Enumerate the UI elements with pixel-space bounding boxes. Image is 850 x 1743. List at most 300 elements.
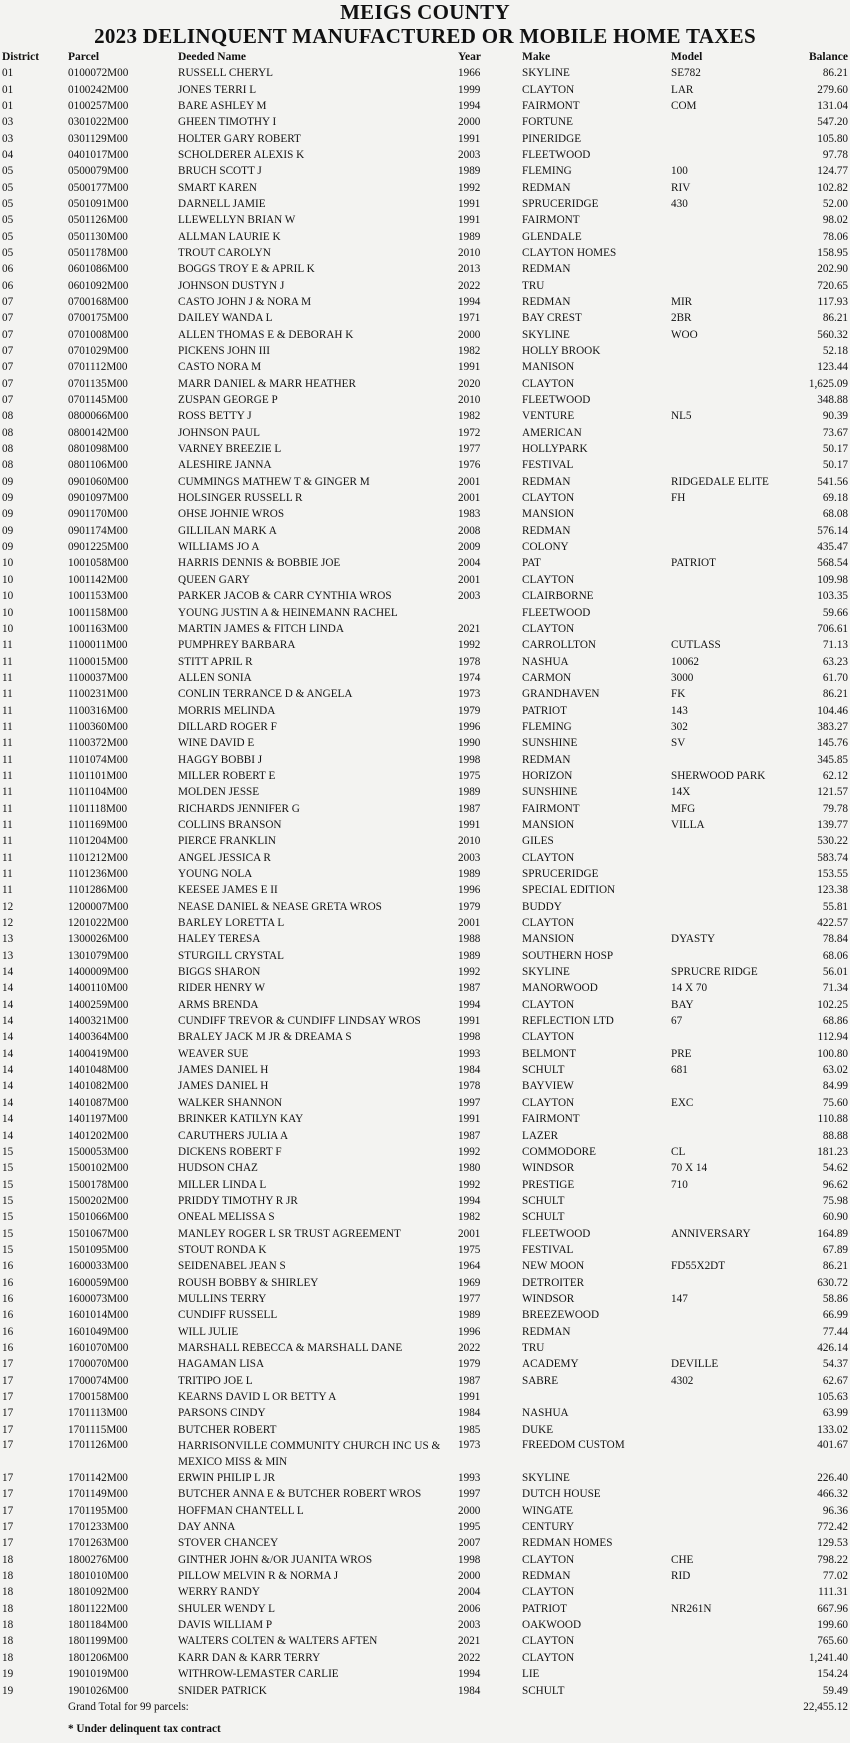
cell-balance: 121.57 — [817, 786, 848, 799]
cell-balance: 568.54 — [817, 557, 848, 570]
cell-deeded-name: NEASE DANIEL & NEASE GRETA WROS — [178, 900, 382, 913]
cell-balance: 129.53 — [817, 1537, 848, 1550]
table-row — [2, 637, 848, 653]
table-row — [2, 1225, 848, 1241]
cell-district: 08 — [2, 459, 14, 472]
cell-parcel: 1101118M00 — [68, 802, 128, 815]
cell-model: VILLA — [671, 818, 705, 831]
cell-model: COM — [671, 99, 697, 112]
cell-make: CLAYTON — [522, 573, 575, 586]
cell-deeded-name: BUTCHER ANNA E & BUTCHER ROBERT WROS — [178, 1488, 422, 1501]
cell-make: REDMAN HOMES — [522, 1537, 613, 1550]
cell-balance: 63.02 — [822, 1064, 848, 1077]
cell-year: 1982 — [458, 1211, 481, 1224]
cell-year: 2010 — [458, 246, 481, 259]
cell-parcel: 0901060M00 — [68, 475, 129, 488]
cell-district: 09 — [2, 524, 14, 537]
cell-deeded-name: HAGGY BOBBI J — [178, 753, 263, 766]
cell-balance: 583.74 — [817, 851, 848, 864]
cell-district: 17 — [2, 1438, 14, 1451]
cell-year: 1989 — [458, 949, 481, 962]
cell-model — [671, 457, 773, 473]
cell-parcel: 0601092M00 — [68, 279, 129, 292]
cell-model — [671, 1633, 773, 1649]
cell-year: 2022 — [458, 279, 481, 292]
cell-parcel: 1400009M00 — [68, 966, 129, 979]
table-row — [2, 212, 848, 228]
cell-parcel: 1700158M00 — [68, 1391, 129, 1404]
cell-district: 12 — [2, 900, 14, 913]
cell-district: 16 — [2, 1276, 14, 1289]
cell-deeded-name: YOUNG NOLA — [178, 868, 253, 881]
cell-year: 1994 — [458, 998, 481, 1011]
cell-balance: 90.39 — [822, 410, 848, 423]
cell-model: 14X — [671, 786, 691, 799]
cell-model — [671, 1519, 773, 1535]
table-row — [2, 948, 848, 964]
cell-district: 17 — [2, 1521, 14, 1534]
table-row — [2, 179, 848, 195]
cell-district: 01 — [2, 83, 14, 96]
cell-deeded-name: PIERCE FRANKLIN — [178, 835, 276, 848]
cell-parcel: 1301079M00 — [68, 949, 129, 962]
cell-deeded-name: DICKENS ROBERT F — [178, 1145, 282, 1158]
cell-deeded-name: GHEEN TIMOTHY I — [178, 116, 277, 129]
cell-deeded-name: KEESEE JAMES E II — [178, 884, 278, 897]
table-row — [2, 425, 848, 441]
cell-district: 06 — [2, 279, 14, 292]
cell-parcel: 1801092M00 — [68, 1586, 129, 1599]
cell-make: SCHULT — [522, 1211, 565, 1224]
cell-model — [671, 604, 773, 620]
table-row — [2, 441, 848, 457]
cell-year: 1989 — [458, 868, 481, 881]
table-row — [2, 686, 848, 702]
cell-parcel: 1001163M00 — [68, 622, 128, 635]
cell-parcel: 0501130M00 — [68, 230, 128, 243]
cell-deeded-name: WITHROW-LEMASTER CARLIE — [178, 1668, 339, 1681]
cell-parcel: 1801184M00 — [68, 1619, 128, 1632]
cell-model — [671, 1389, 773, 1405]
cell-district: 17 — [2, 1537, 14, 1550]
table-row — [2, 1601, 848, 1617]
table-row — [2, 1486, 848, 1502]
cell-deeded-name: BOGGS TROY E & APRIL K — [178, 263, 315, 276]
table-row — [2, 1422, 848, 1438]
cell-model — [671, 751, 773, 767]
cell-parcel: 1101074M00 — [68, 753, 128, 766]
cell-district: 10 — [2, 622, 14, 635]
cell-deeded-name: STOUT RONDA K — [178, 1243, 267, 1256]
cell-year: 1995 — [458, 1521, 481, 1534]
cell-district: 15 — [2, 1194, 14, 1207]
cell-district: 17 — [2, 1423, 14, 1436]
cell-year: 1975 — [458, 1243, 481, 1256]
cell-balance: 68.08 — [822, 508, 848, 521]
table-row — [2, 1013, 848, 1029]
cell-parcel: 1701195M00 — [68, 1504, 128, 1517]
cell-model: SV — [671, 737, 686, 750]
cell-year: 1982 — [458, 410, 481, 423]
cell-deeded-name: DAILEY WANDA L — [178, 312, 273, 325]
cell-year: 1996 — [458, 1325, 481, 1338]
cell-district: 08 — [2, 426, 14, 439]
cell-district: 10 — [2, 557, 14, 570]
cell-make: ACADEMY — [522, 1358, 579, 1371]
cell-parcel: 1701149M00 — [68, 1488, 128, 1501]
header-parcel: Parcel — [68, 50, 100, 63]
cell-year: 2003 — [458, 1619, 481, 1632]
cell-deeded-name: MANLEY ROGER L SR TRUST AGREEMENT — [178, 1227, 401, 1240]
cell-parcel: 0500079M00 — [68, 165, 129, 178]
cell-model — [671, 1209, 773, 1225]
cell-balance: 706.61 — [817, 622, 848, 635]
cell-district: 07 — [2, 394, 14, 407]
table-row — [2, 1633, 848, 1649]
cell-model — [671, 1127, 773, 1143]
cell-district: 14 — [2, 998, 14, 1011]
cell-balance: 348.88 — [817, 394, 848, 407]
cell-make: SUNSHINE — [522, 786, 578, 799]
cell-deeded-name: COLLINS BRANSON — [178, 818, 282, 831]
cell-deeded-name: MULLINS TERRY — [178, 1292, 267, 1305]
report-title: 2023 DELINQUENT MANUFACTURED OR MOBILE HOME TAXES — [94, 24, 756, 48]
cell-district: 11 — [2, 753, 13, 766]
cell-year: 1991 — [458, 361, 481, 374]
cell-deeded-name: PARKER JACOB & CARR CYNTHIA WROS — [178, 590, 392, 603]
cell-model: MIR — [671, 295, 693, 308]
cell-balance: 63.99 — [822, 1407, 848, 1420]
cell-make — [522, 1389, 671, 1405]
cell-deeded-name: ANGEL JESSICA R — [178, 851, 271, 864]
cell-deeded-name: ONEAL MELISSA S — [178, 1211, 275, 1224]
cell-year: 2021 — [458, 622, 481, 635]
cell-model — [671, 588, 773, 604]
cell-year: 2008 — [458, 524, 481, 537]
table-row — [2, 490, 848, 506]
cell-model — [671, 506, 773, 522]
cell-deeded-name: DARNELL JAMIE — [178, 197, 266, 210]
cell-deeded-name: WILL JULIE — [178, 1325, 239, 1338]
table-row — [2, 899, 848, 915]
header-deeded-name: Deeded Name — [178, 50, 247, 63]
cell-deeded-name: ZUSPAN GEORGE P — [178, 394, 278, 407]
cell-year: 1973 — [458, 688, 481, 701]
cell-parcel: 0401017M00 — [68, 148, 129, 161]
cell-model: 710 — [671, 1178, 688, 1191]
cell-year: 1982 — [458, 345, 481, 358]
cell-model — [671, 147, 773, 163]
cell-make: REDMAN — [522, 475, 571, 488]
cell-deeded-name: CUNDIFF RUSSELL — [178, 1309, 278, 1322]
cell-year: 2010 — [458, 394, 481, 407]
cell-deeded-name: STOVER CHANCEY — [178, 1537, 279, 1550]
cell-balance: 54.37 — [822, 1358, 848, 1371]
cell-model: FD55X2DT — [671, 1260, 726, 1273]
cell-year: 1992 — [458, 966, 481, 979]
cell-district: 13 — [2, 933, 14, 946]
cell-make: BAYVIEW — [522, 1080, 574, 1093]
cell-deeded-name: DAVIS WILLIAM P — [178, 1619, 273, 1632]
cell-model: RIDGEDALE ELITE — [671, 475, 769, 488]
cell-year: 1991 — [458, 1113, 481, 1126]
grand-total-row — [2, 1699, 848, 1715]
cell-deeded-name: MILLER LINDA L — [178, 1178, 267, 1191]
table-row — [2, 98, 848, 114]
table-row — [2, 1062, 848, 1078]
cell-deeded-name: SEIDENABEL JEAN S — [178, 1260, 286, 1273]
table-row — [2, 670, 848, 686]
cell-year: 2022 — [458, 1341, 481, 1354]
cell-district: 09 — [2, 475, 14, 488]
table-row — [2, 1340, 848, 1356]
cell-model: 147 — [671, 1292, 688, 1305]
cell-year: 1989 — [458, 165, 481, 178]
cell-year: 2000 — [458, 1570, 481, 1583]
cell-year: 1994 — [458, 99, 481, 112]
table-row — [2, 1111, 848, 1127]
cell-balance: 153.55 — [817, 868, 848, 881]
cell-district: 05 — [2, 214, 14, 227]
cell-year: 1984 — [458, 1064, 481, 1077]
cell-make: FLEMING — [522, 720, 572, 733]
cell-district: 11 — [2, 671, 13, 684]
cell-district: 17 — [2, 1391, 14, 1404]
cell-year: 2000 — [458, 328, 481, 341]
cell-balance: 105.80 — [817, 132, 848, 145]
cell-model: SHERWOOD PARK — [671, 769, 766, 782]
cell-year — [458, 604, 522, 620]
cell-deeded-name: MILLER ROBERT E — [178, 769, 276, 782]
cell-year: 2007 — [458, 1537, 481, 1550]
table-row — [2, 1650, 848, 1666]
cell-balance: 103.35 — [817, 590, 848, 603]
cell-balance: 139.77 — [817, 818, 848, 831]
cell-balance: 86.21 — [822, 312, 848, 325]
cell-model — [671, 114, 773, 130]
cell-make: REDMAN — [522, 295, 571, 308]
cell-model — [671, 1307, 773, 1323]
cell-make: SABRE — [522, 1374, 559, 1387]
cell-balance: 86.21 — [822, 1260, 848, 1273]
cell-parcel: 1101204M00 — [68, 835, 128, 848]
cell-parcel: 1501067M00 — [68, 1227, 129, 1240]
table-row — [2, 588, 848, 604]
cell-deeded-name: GINTHER JOHN &/OR JUANITA WROS — [178, 1553, 373, 1566]
cell-district: 11 — [2, 720, 13, 733]
cell-district: 16 — [2, 1309, 14, 1322]
cell-district: 11 — [2, 818, 13, 831]
cell-model: 4302 — [671, 1374, 694, 1387]
cell-balance: 79.78 — [822, 802, 848, 815]
table-row — [2, 474, 848, 490]
table-row — [2, 147, 848, 163]
cell-make: GLENDALE — [522, 230, 582, 243]
cell-make: FAIRMONT — [522, 99, 580, 112]
cell-parcel: 0100072M00 — [68, 67, 129, 80]
cell-deeded-name: JAMES DANIEL H — [178, 1064, 269, 1077]
footnote: * Under delinquent tax contract — [68, 1723, 221, 1735]
cell-balance: 772.42 — [817, 1521, 848, 1534]
cell-parcel: 1400321M00 — [68, 1015, 129, 1028]
cell-deeded-name: WERRY RANDY — [178, 1586, 260, 1599]
cell-parcel: 1101212M00 — [68, 851, 128, 864]
cell-model — [671, 1340, 773, 1356]
cell-deeded-name: ROUSH BOBBY & SHIRLEY — [178, 1276, 319, 1289]
cell-district: 17 — [2, 1488, 14, 1501]
table-row — [2, 359, 848, 375]
cell-district: 18 — [2, 1570, 14, 1583]
cell-model — [671, 1617, 773, 1633]
cell-make: COLONY — [522, 541, 569, 554]
cell-year: 1991 — [458, 818, 481, 831]
cell-district: 05 — [2, 197, 14, 210]
cell-year: 1987 — [458, 1374, 481, 1387]
cell-parcel: 1701142M00 — [68, 1472, 128, 1485]
table-row — [2, 65, 848, 81]
table-row — [2, 1029, 848, 1045]
cell-parcel: 1601070M00 — [68, 1341, 129, 1354]
table-row — [2, 1258, 848, 1274]
cell-parcel: 1200007M00 — [68, 900, 129, 913]
cell-model — [671, 1503, 773, 1519]
cell-parcel: 1800276M00 — [68, 1553, 129, 1566]
cell-parcel: 1600073M00 — [68, 1292, 129, 1305]
cell-model: SE782 — [671, 67, 701, 80]
table-row — [2, 1323, 848, 1339]
cell-year: 1973 — [458, 1438, 481, 1451]
cell-deeded-name: KARR DAN & KARR TERRY — [178, 1651, 321, 1664]
cell-deeded-name: QUEEN GARY — [178, 573, 250, 586]
cell-year: 1996 — [458, 884, 481, 897]
cell-make: SUNSHINE — [522, 737, 578, 750]
cell-year: 1984 — [458, 1684, 481, 1697]
table-row — [2, 408, 848, 424]
cell-parcel: 0901174M00 — [68, 524, 128, 537]
table-row — [2, 1127, 848, 1143]
cell-year: 1992 — [458, 1178, 481, 1191]
cell-deeded-name: STITT APRIL R — [178, 655, 253, 668]
cell-district: 17 — [2, 1358, 14, 1371]
cell-model — [671, 1682, 773, 1698]
cell-district: 14 — [2, 982, 14, 995]
cell-year: 1991 — [458, 132, 481, 145]
cell-deeded-name: PRIDDY TIMOTHY R JR — [178, 1194, 298, 1207]
cell-balance: 110.88 — [817, 1113, 848, 1126]
cell-deeded-name: BIGGS SHARON — [178, 966, 261, 979]
delinquent-taxes-table — [2, 48, 848, 1715]
cell-parcel: 0700168M00 — [68, 295, 129, 308]
cell-year: 1984 — [458, 1407, 481, 1420]
cell-parcel: 1401082M00 — [68, 1080, 129, 1093]
cell-deeded-name: DILLARD ROGER F — [178, 720, 277, 733]
cell-make: CARROLLTON — [522, 639, 596, 652]
table-row — [2, 228, 848, 244]
cell-make: CLAYTON — [522, 917, 575, 930]
cell-make: CLAYTON — [522, 851, 575, 864]
cell-make: CLAYTON — [522, 1651, 575, 1664]
cell-make: PINERIDGE — [522, 132, 582, 145]
cell-district: 19 — [2, 1668, 14, 1681]
cell-parcel: 0901097M00 — [68, 492, 129, 505]
cell-parcel: 1801199M00 — [68, 1635, 128, 1648]
table-row — [2, 555, 848, 571]
table-row — [2, 997, 848, 1013]
cell-year: 1991 — [458, 197, 481, 210]
cell-model — [671, 882, 773, 898]
cell-model — [671, 1405, 773, 1421]
cell-balance: 66.99 — [822, 1309, 848, 1322]
cell-model — [671, 245, 773, 261]
cell-make: GILES — [522, 835, 554, 848]
cell-model — [671, 948, 773, 964]
cell-deeded-name: PICKENS JOHN III — [178, 345, 270, 358]
cell-district: 03 — [2, 132, 14, 145]
cell-make: LAZER — [522, 1129, 559, 1142]
table-row — [2, 866, 848, 882]
cell-balance: 68.86 — [822, 1015, 848, 1028]
cell-make: FLEETWOOD — [522, 1227, 591, 1240]
cell-district: 09 — [2, 492, 14, 505]
cell-parcel: 1001153M00 — [68, 590, 128, 603]
cell-district: 17 — [2, 1374, 14, 1387]
cell-year: 1998 — [458, 1031, 481, 1044]
cell-parcel: 1400259M00 — [68, 998, 129, 1011]
cell-make: NASHUA — [522, 655, 569, 668]
cell-deeded-name: PILLOW MELVIN R & NORMA J — [178, 1570, 339, 1583]
cell-balance: 435.47 — [817, 541, 848, 554]
cell-parcel: 1601049M00 — [68, 1325, 129, 1338]
cell-model: EXC — [671, 1096, 694, 1109]
cell-deeded-name: SNIDER PATRICK — [178, 1684, 267, 1697]
cell-parcel: 1101286M00 — [68, 884, 128, 897]
cell-model — [671, 523, 773, 539]
cell-parcel: 1100015M00 — [68, 655, 128, 668]
cell-model — [671, 1323, 773, 1339]
cell-balance: 97.78 — [822, 148, 848, 161]
cell-parcel: 1701115M00 — [68, 1423, 128, 1436]
cell-year: 1979 — [458, 1358, 481, 1371]
cell-balance: 547.20 — [817, 116, 848, 129]
cell-district: 14 — [2, 1096, 14, 1109]
cell-year: 1993 — [458, 1472, 481, 1485]
table-row — [2, 539, 848, 555]
cell-parcel: 1001058M00 — [68, 557, 129, 570]
cell-make: CLAYTON — [522, 998, 575, 1011]
table-row — [2, 1503, 848, 1519]
cell-balance: 798.22 — [817, 1553, 848, 1566]
cell-parcel: 1001142M00 — [68, 573, 128, 586]
cell-make: REDMAN — [522, 181, 571, 194]
cell-district: 11 — [2, 769, 13, 782]
table-row — [2, 261, 848, 277]
table-row — [2, 245, 848, 261]
cell-make: SCHULT — [522, 1194, 565, 1207]
cell-parcel: 0301022M00 — [68, 116, 129, 129]
cell-make: SPECIAL EDITION — [522, 884, 616, 897]
cell-make: PATRIOT — [522, 704, 567, 717]
cell-parcel: 1100231M00 — [68, 688, 128, 701]
cell-deeded-name: BARLEY LORETTA L — [178, 917, 285, 930]
cell-parcel: 1401202M00 — [68, 1129, 129, 1142]
table-row — [2, 1274, 848, 1290]
cell-district: 14 — [2, 1015, 14, 1028]
cell-year: 1974 — [458, 671, 481, 684]
cell-year: 1979 — [458, 704, 481, 717]
cell-district: 14 — [2, 1031, 14, 1044]
table-row — [2, 1193, 848, 1209]
cell-model — [671, 539, 773, 555]
